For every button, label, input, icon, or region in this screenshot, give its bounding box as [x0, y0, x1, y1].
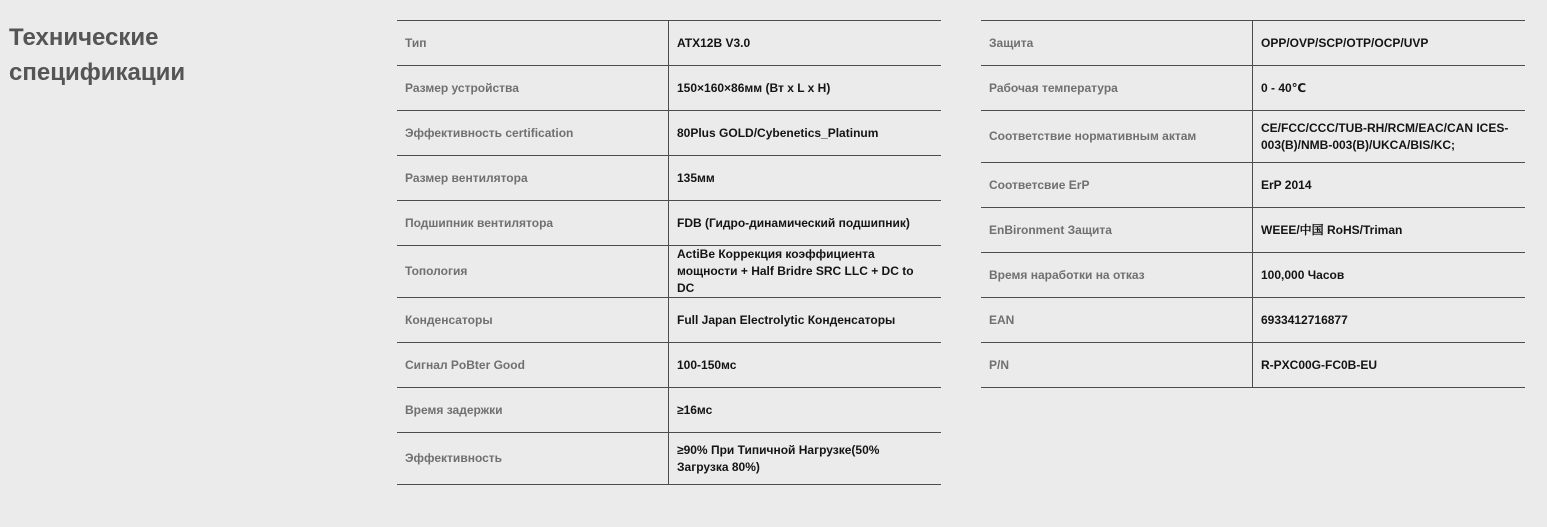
spec-value: FDB (Гидро-динамический подшипник)	[677, 215, 910, 230]
spec-table-right	[981, 20, 1525, 388]
spec-value: 6933412716877	[1261, 312, 1348, 327]
spec-value: 135мм	[677, 170, 715, 185]
spec-label: Рабочая температура	[981, 66, 1253, 110]
spec-row-efficiency-certification	[397, 111, 941, 156]
spec-row-capacitors	[397, 298, 941, 343]
spec-value: 0 - 40℃	[1261, 80, 1307, 95]
spec-label: EAN	[981, 298, 1253, 342]
spec-value: Full Japan Electrolytic Конденсаторы	[677, 312, 896, 327]
spec-value: 80Plus GOLD/Cybenetics_Platinum	[677, 125, 879, 140]
spec-row-type	[397, 21, 941, 66]
spec-label: Эффективность	[397, 433, 669, 484]
spec-value: ActiBe Коррекция коэффициента мощности + Half Bridre SRC LLC + DC to DC	[677, 247, 914, 295]
spec-label: Время задержки	[397, 388, 669, 432]
page-title-line-2: спецификации	[9, 59, 186, 86]
spec-row-dimensions	[397, 66, 941, 111]
spec-value: ≥16мс	[677, 402, 713, 417]
page-title-line-1: Технические	[9, 24, 159, 51]
spec-value: R-PXC00G-FC0B-EU	[1261, 357, 1378, 372]
spec-row-erp-compliance	[981, 163, 1525, 208]
spec-value: 100,000 Часов	[1261, 267, 1345, 282]
spec-row-environment-protection	[981, 208, 1525, 253]
spec-row-efficiency	[397, 433, 941, 485]
spec-value: 150×160×86мм (Вт x L x H)	[677, 80, 831, 95]
spec-label: Время наработки на отказ	[981, 253, 1253, 297]
spec-value: ErP 2014	[1261, 177, 1312, 192]
spec-value: WEEE/中国 RoHS/Triman	[1261, 222, 1403, 237]
spec-row-topology	[397, 246, 941, 298]
spec-value: OPP/OVP/SCP/OTP/OCP/UVP	[1261, 35, 1429, 50]
spec-table-left	[397, 20, 941, 485]
spec-label: Подшипник вентилятора	[397, 201, 669, 245]
spec-row-part-number	[981, 343, 1525, 388]
spec-row-protection	[981, 21, 1525, 66]
spec-row-hold-up-time	[397, 388, 941, 433]
spec-label: Размер вентилятора	[397, 156, 669, 200]
spec-value: ≥90% При Типичной Нагрузке(50% Загрузка 80%)	[677, 442, 880, 474]
spec-label: P/N	[981, 343, 1253, 387]
spec-label: Сигнал PoBter Good	[397, 343, 669, 387]
spec-row-ean	[981, 298, 1525, 343]
spec-row-power-good-signal	[397, 343, 941, 388]
spec-label: EnBironment Защита	[981, 208, 1253, 252]
spec-label: Конденсаторы	[397, 298, 669, 342]
spec-label: Размер устройства	[397, 66, 669, 110]
spec-label: Соответствие нормативным актам	[981, 111, 1253, 162]
spec-label: Соответсвие ErP	[981, 163, 1253, 207]
spec-row-operating-temperature	[981, 66, 1525, 111]
spec-row-fan-size	[397, 156, 941, 201]
spec-value: CE/FCC/CCC/TUB-RH/RCM/EAC/CAN ICES-003(B)/NMB-003(B)/UKCA/BIS/KC;	[1261, 120, 1509, 152]
spec-value: ATX12B V3.0	[677, 35, 751, 50]
spec-value: 100-150мс	[677, 357, 737, 372]
spec-label: Эффективность certification	[397, 111, 669, 155]
spec-label: Защита	[981, 21, 1253, 65]
spec-row-fan-bearing	[397, 201, 941, 246]
spec-row-mtbf	[981, 253, 1525, 298]
spec-label: Тип	[397, 21, 669, 65]
spec-label: Топология	[397, 246, 669, 297]
spec-row-regulatory-compliance	[981, 111, 1525, 163]
page-title	[9, 20, 309, 90]
